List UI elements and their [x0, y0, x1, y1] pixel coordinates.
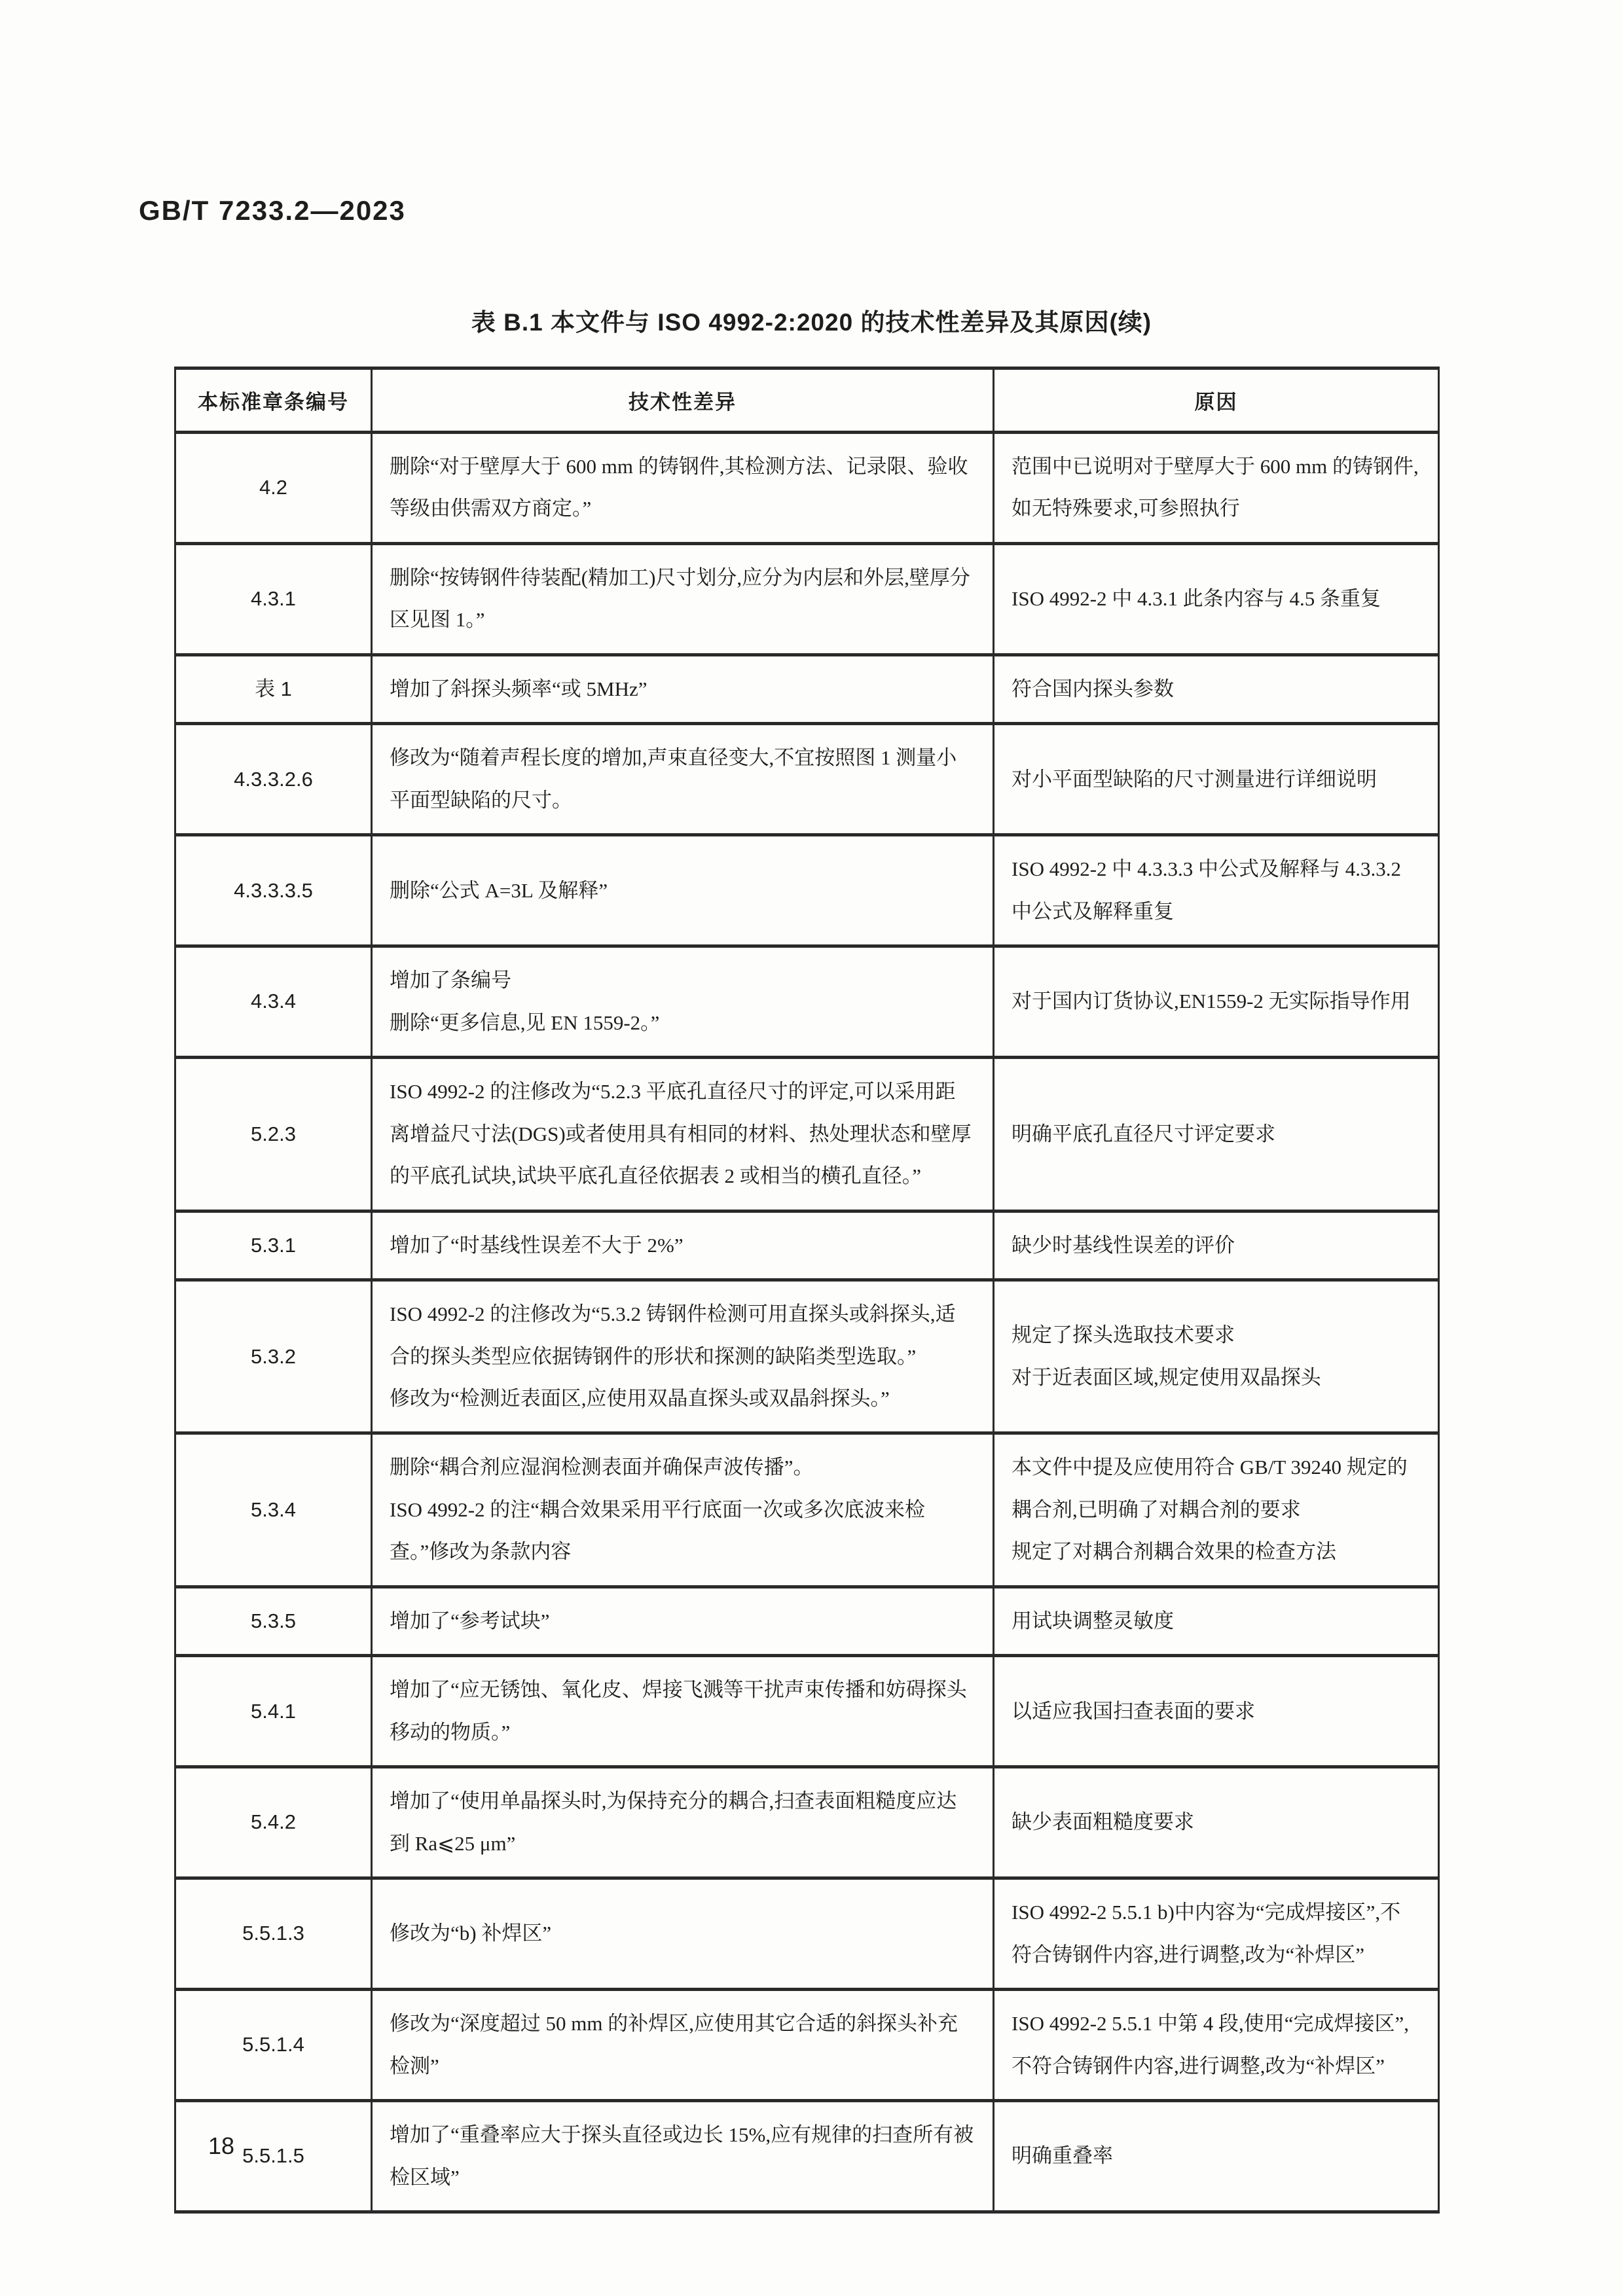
table-row [175, 1280, 1439, 1433]
clause-number: 5.3.1 [175, 1211, 372, 1280]
clause-number: 5.3.2 [175, 1280, 372, 1433]
reason-paragraph: 规定了对耦合剂耦合效果的检查方法 [1012, 1540, 1336, 1564]
reason-paragraph: 对于近表面区域,规定使用双晶探头 [1012, 1365, 1321, 1389]
reason-cell [994, 1211, 1439, 1280]
reason-cell [994, 1280, 1439, 1433]
difference-cell [372, 2101, 994, 2212]
difference-paragraph: 修改为“随着声程长度的增加,声束直径变大,不宜按照图 1 测量小平面型缺陷的尺寸。 [390, 746, 957, 812]
clause-number: 表 1 [175, 655, 372, 723]
difference-cell [372, 1058, 994, 1211]
reason-paragraph: ISO 4992-2 5.5.1 b)中内容为“完成焊接区”,不符合铸钢件内容,进行调整,改为“补焊区” [1012, 1901, 1401, 1966]
difference-cell [372, 1990, 994, 2101]
reason-paragraph: 本文件中提及应使用符合 GB/T 39240 规定的耦合剂,已明确了对耦合剂的要求 [1012, 1456, 1408, 1521]
table-row [175, 655, 1439, 723]
difference-paragraph: ISO 4992-2 的注修改为“5.3.2 铸钢件检测可用直探头或斜探头,适合的探头类型应依据铸钢件的形状和探测的缺陷类型选取。” [390, 1302, 956, 1368]
difference-cell [372, 543, 994, 655]
reason-paragraph: 明确重叠率 [1012, 2144, 1113, 2168]
difference-cell [372, 835, 994, 946]
column-header-difference: 技术性差异 [372, 368, 994, 433]
reason-cell [994, 2101, 1439, 2212]
difference-cell [372, 655, 994, 723]
reason-cell [994, 655, 1439, 723]
differences-table [174, 367, 1440, 2214]
clause-number: 4.2 [175, 433, 372, 544]
reason-paragraph: ISO 4992-2 中 4.3.1 此条内容与 4.5 条重复 [1012, 587, 1381, 611]
reason-paragraph: 用试块调整灵敏度 [1012, 1609, 1174, 1632]
reason-cell [994, 1058, 1439, 1211]
clause-number: 5.5.1.3 [175, 1878, 372, 1990]
clause-number: 5.3.5 [175, 1587, 372, 1655]
document-number: GB/T 7233.2—2023 [139, 195, 406, 226]
reason-cell [994, 1767, 1439, 1878]
difference-paragraph: 删除“按铸钢件待装配(精加工)尺寸划分,应分为内层和外层,壁厚分区见图 1。” [390, 565, 970, 632]
reason-paragraph: ISO 4992-2 中 4.3.3.3 中公式及解释与 4.3.3.2 中公式及解释重复 [1012, 857, 1402, 923]
reason-paragraph: 缺少时基线性误差的评价 [1012, 1233, 1235, 1257]
difference-paragraph: 删除“更多信息,见 EN 1559-2。” [390, 1011, 660, 1034]
table-row [175, 1587, 1439, 1655]
reason-cell [994, 1990, 1439, 2101]
reason-paragraph: 缺少表面粗糙度要求 [1012, 1810, 1194, 1834]
reason-paragraph: 符合国内探头参数 [1012, 677, 1174, 700]
difference-cell [372, 1211, 994, 1280]
table-header [175, 368, 1439, 433]
reason-cell [994, 946, 1439, 1058]
table-body [175, 433, 1439, 2212]
table-title: 表 B.1 本文件与 ISO 4992-2:2020 的技术性差异及其原因(续) [471, 309, 1152, 336]
page-number: 18 [208, 2132, 235, 2159]
difference-cell [372, 946, 994, 1058]
table-row [175, 946, 1439, 1058]
header-row [175, 368, 1439, 433]
reason-paragraph: 对于国内订货协议,EN1559-2 无实际指导作用 [1012, 990, 1411, 1013]
table-row [175, 1433, 1439, 1587]
difference-paragraph: 增加了“重叠率应大于探头直径或边长 15%,应有规律的扫查所有被检区域” [390, 2123, 974, 2189]
difference-cell [372, 1280, 994, 1433]
difference-paragraph: 删除“耦合剂应湿润检测表面并确保声波传播”。 [390, 1456, 814, 1479]
difference-paragraph: 修改为“深度超过 50 mm 的补焊区,应使用其它合适的斜探头补充检测” [390, 2012, 958, 2077]
difference-cell [372, 1587, 994, 1655]
reason-cell [994, 1656, 1439, 1767]
clause-number: 4.3.3.3.5 [175, 835, 372, 946]
table-row [175, 1058, 1439, 1211]
reason-paragraph: 对小平面型缺陷的尺寸测量进行详细说明 [1012, 767, 1377, 791]
table-row [175, 1990, 1439, 2101]
difference-paragraph: 增加了条编号 [390, 969, 511, 992]
difference-paragraph: 修改为“b) 补焊区” [390, 1922, 552, 1945]
table-row [175, 433, 1439, 544]
difference-paragraph: ISO 4992-2 的注“耦合效果采用平行底面一次或多次底波来检查。”修改为条款内容 [390, 1498, 926, 1564]
clause-number: 5.5.1.5 [175, 2101, 372, 2212]
difference-cell [372, 724, 994, 835]
clause-number: 5.3.4 [175, 1433, 372, 1587]
reason-cell [994, 835, 1439, 946]
reason-cell [994, 724, 1439, 835]
difference-paragraph: 删除“公式 A=3L 及解释” [390, 878, 608, 902]
reason-cell [994, 1878, 1439, 1990]
clause-number: 5.4.2 [175, 1767, 372, 1878]
table-row [175, 835, 1439, 946]
clause-number: 5.2.3 [175, 1058, 372, 1211]
reason-paragraph: 规定了探头选取技术要求 [1012, 1323, 1235, 1347]
clause-number: 5.4.1 [175, 1656, 372, 1767]
difference-paragraph: 修改为“检测近表面区,应使用双晶直探头或双晶斜探头。” [390, 1386, 890, 1410]
difference-paragraph: 增加了“使用单晶探头时,为保持充分的耦合,扫查表面粗糙度应达到 Ra⩽25 μm” [390, 1789, 957, 1855]
reason-paragraph: 范围中已说明对于壁厚大于 600 mm 的铸钢件,如无特殊要求,可参照执行 [1012, 455, 1419, 520]
table-row [175, 1878, 1439, 1990]
difference-paragraph: 增加了斜探头频率“或 5MHz” [390, 677, 647, 700]
difference-paragraph: 增加了“应无锈蚀、氧化皮、焊接飞溅等干扰声束传播和妨碍探头移动的物质。” [390, 1678, 967, 1744]
difference-cell [372, 433, 994, 544]
difference-paragraph: ISO 4992-2 的注修改为“5.2.3 平底孔直径尺寸的评定,可以采用距离增益尺寸法(DGS)或者使用具有相同的材料、热处理状态和壁厚的平底孔试块,试块平底孔直径依据表 2 或相当的横孔直径。” [390, 1080, 972, 1188]
table-row [175, 543, 1439, 655]
difference-cell [372, 1878, 994, 1990]
difference-cell [372, 1767, 994, 1878]
difference-paragraph: 删除“对于壁厚大于 600 mm 的铸钢件,其检测方法、记录限、验收等级由供需双方商定。” [390, 455, 968, 520]
table-row [175, 1656, 1439, 1767]
difference-cell [372, 1656, 994, 1767]
clause-number: 4.3.3.2.6 [175, 724, 372, 835]
reason-cell [994, 1433, 1439, 1587]
reason-paragraph: 以适应我国扫查表面的要求 [1012, 1699, 1255, 1723]
table-row [175, 724, 1439, 835]
reason-paragraph: ISO 4992-2 5.5.1 中第 4 段,使用“完成焊接区”,不符合铸钢件内容,进行调整,改为“补焊区” [1012, 2012, 1410, 2077]
reason-cell [994, 543, 1439, 655]
table-row [175, 2101, 1439, 2212]
clause-number: 5.5.1.4 [175, 1990, 372, 2101]
difference-paragraph: 增加了“时基线性误差不大于 2%” [390, 1233, 684, 1257]
column-header-reason: 原因 [994, 368, 1439, 433]
difference-cell [372, 1433, 994, 1587]
table-row [175, 1767, 1439, 1878]
reason-cell [994, 433, 1439, 544]
reason-cell [994, 1587, 1439, 1655]
table-row [175, 1211, 1439, 1280]
difference-paragraph: 增加了“参考试块” [390, 1609, 550, 1632]
clause-number: 4.3.4 [175, 946, 372, 1058]
reason-paragraph: 明确平底孔直径尺寸评定要求 [1012, 1122, 1275, 1145]
clause-number: 4.3.1 [175, 543, 372, 655]
column-header-clause: 本标准章条编号 [175, 368, 372, 433]
